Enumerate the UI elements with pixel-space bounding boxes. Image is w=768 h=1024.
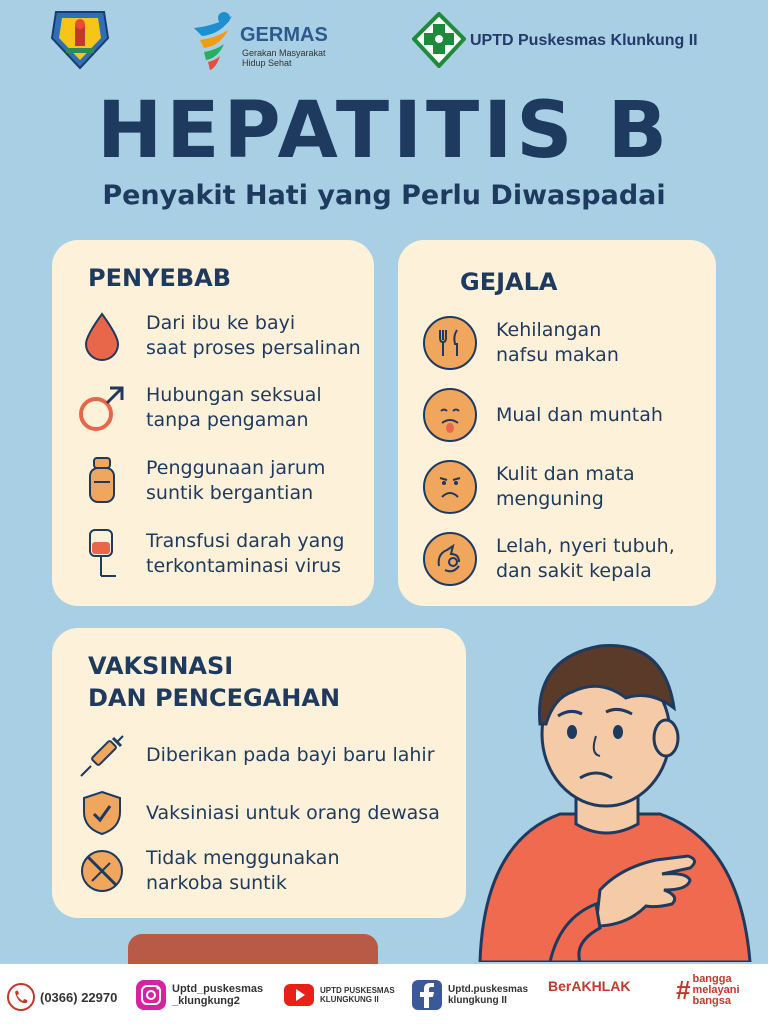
- penyebab-item: [72, 454, 325, 508]
- bangga-text: bangga melayani bangsa: [692, 973, 740, 1007]
- instagram-handle: Uptd_puskesmas _klungkung2: [172, 983, 264, 1007]
- no-needle-icon: [72, 847, 132, 895]
- fatigue-icon: [420, 532, 480, 586]
- penyebab-title: PENYEBAB: [88, 264, 232, 292]
- vaksin-item-text: Tidak menggunakan narkoba suntik: [146, 847, 340, 894]
- vaksin-title: VAKSINASI DAN PENCEGAHAN: [88, 652, 341, 712]
- penyebab-card: [52, 240, 374, 606]
- gejala-card: [398, 240, 716, 606]
- sofa-illustration: [128, 934, 378, 964]
- penyebab-item: [72, 526, 344, 582]
- shield-check-icon: [72, 788, 132, 838]
- vial-icon: [72, 454, 132, 508]
- iv-bag-icon: [72, 526, 132, 582]
- facebook-page: Uptd.puskesmas klungkung II: [448, 984, 529, 1006]
- berakhlak-text: BerAKHLAK: [548, 978, 631, 994]
- gejala-item: [420, 388, 663, 442]
- youtube-link[interactable]: [282, 978, 395, 1012]
- puskesmas-logo: [412, 12, 742, 68]
- penyebab-item-text: Hubungan seksual tanpa pengaman: [146, 384, 322, 431]
- germas-emblem-icon: [188, 8, 240, 72]
- bangga-melayani-logo: [676, 974, 740, 1007]
- vaksin-item: [72, 788, 440, 838]
- instagram-link[interactable]: [134, 978, 263, 1012]
- syringe-icon: [72, 730, 132, 780]
- footer: [0, 964, 768, 1024]
- puskesmas-emblem-icon: [412, 12, 466, 68]
- gejala-item-text: Lelah, nyeri tubuh, dan sakit kepala: [496, 535, 675, 582]
- penyebab-item: [72, 310, 361, 362]
- vaksin-card: [52, 628, 466, 918]
- facebook-icon: [410, 978, 444, 1012]
- penyebab-item-text: Penggunaan jarum suntik bergantian: [146, 457, 326, 504]
- page-title: HEPATITIS B: [96, 86, 672, 176]
- germas-logo: [188, 8, 348, 72]
- penyebab-item: [72, 382, 322, 434]
- instagram-icon: [134, 978, 168, 1012]
- gejala-title: GEJALA: [460, 268, 558, 296]
- gejala-item-text: Mual dan muntah: [496, 403, 663, 426]
- sad-face-icon: [420, 460, 480, 514]
- penyebab-item-text: Dari ibu ke bayi saat proses persalinan: [146, 312, 361, 359]
- phone-icon: [6, 982, 36, 1012]
- youtube-icon: [282, 978, 316, 1012]
- nauseous-face-icon: [420, 388, 480, 442]
- germas-subtitle: Gerakan Masyarakat Hidup Sehat: [242, 48, 326, 68]
- phone-contact[interactable]: [6, 982, 117, 1012]
- regency-seal-logo: [48, 8, 112, 72]
- gejala-item: [420, 532, 675, 586]
- phone-number: (0366) 22970: [40, 989, 118, 1005]
- penyebab-item-text: Transfusi darah yang terkontaminasi virus: [146, 530, 345, 577]
- vaksin-item: [72, 730, 435, 780]
- vaksin-item-text: Diberikan pada bayi baru lahir: [146, 743, 435, 766]
- male-symbol-icon: [72, 382, 132, 434]
- gejala-item-text: Kulit dan mata menguning: [496, 463, 635, 510]
- puskesmas-name: UPTD Puskesmas Klunkung II: [470, 32, 698, 49]
- hashtag-icon: #: [676, 975, 691, 1005]
- page-subtitle: Penyakit Hati yang Perlu Diwaspadai: [102, 180, 666, 211]
- vaksin-item-text: Vaksiniasi untuk orang dewasa: [146, 801, 440, 824]
- gejala-item: [420, 460, 635, 514]
- blood-drop-icon: [72, 310, 132, 362]
- header: [0, 0, 768, 80]
- berakhlak-logo: [548, 978, 630, 994]
- germas-title: GERMAS: [240, 24, 328, 46]
- facebook-link[interactable]: [410, 978, 528, 1012]
- gejala-item-text: Kehilangan nafsu makan: [496, 319, 619, 366]
- gejala-item: [420, 316, 619, 370]
- vaksin-item: [72, 846, 340, 896]
- fork-knife-icon: [420, 316, 480, 370]
- worried-man-illustration: [450, 628, 768, 962]
- youtube-channel: UPTD PUSKESMAS KLUNGKUNG II: [320, 986, 395, 1004]
